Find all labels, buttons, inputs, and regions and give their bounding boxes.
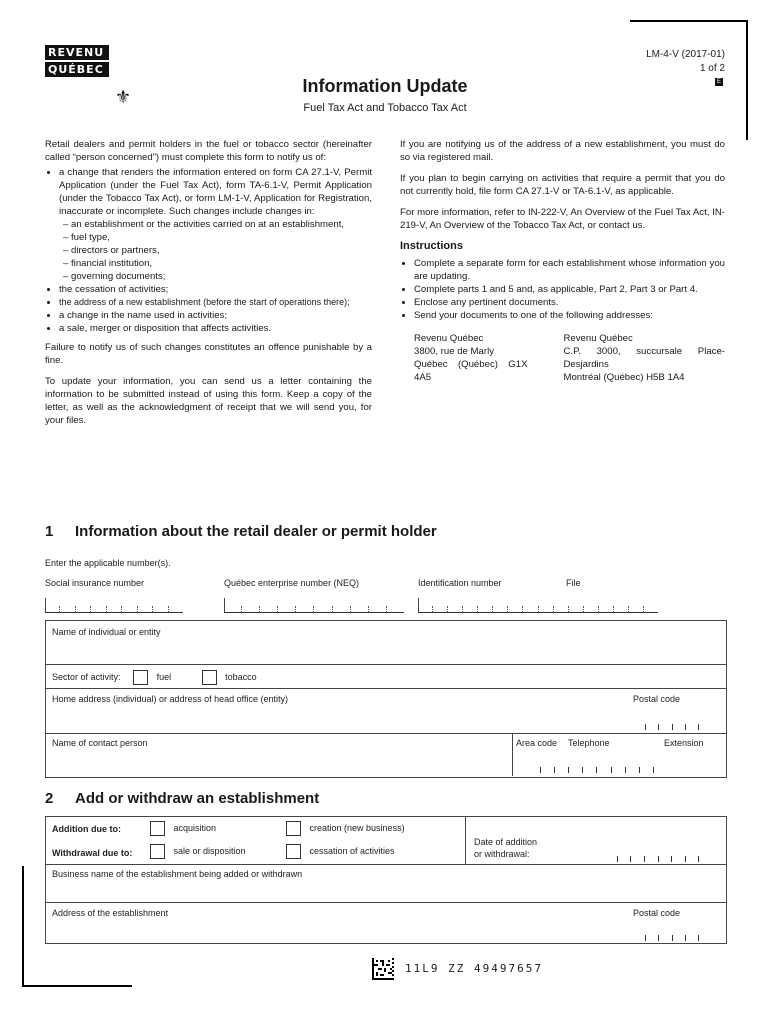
intro-bullet: • a change in the name used in activities; (59, 309, 372, 322)
intro-right-column (400, 138, 725, 384)
section2-title: 2 Add or withdraw an establishment (45, 790, 320, 807)
crop-mark (22, 866, 24, 987)
instruction-item: • Enclose any pertinent documents. (414, 296, 725, 309)
intro-bullet: • the address of a new establishment (before the start of operations there); (59, 296, 372, 309)
identification-field[interactable] (418, 598, 658, 613)
intro-paragraph: Retail dealers and permit holders in the fuel or tobacco sector (hereinafter called “person concerned”) must complete this form to notify us of: (45, 139, 372, 163)
sale-checkbox[interactable] (150, 844, 165, 859)
intro-paragraph: Failure to notify us of such changes constitutes an offence punishable by a fine. (45, 342, 372, 366)
instruction-item: • Complete parts 1 and 5 and, as applicable, Part 2, Part 3 or Part 4. (414, 283, 725, 296)
intro-paragraph: For more information, refer to IN-222-V, An Overview of the Fuel Tax Act, IN-219-V, An Overview of the Tobacco Tax Act, or contact us. (400, 207, 725, 231)
fleur-de-lis-icon: ⚜ (115, 87, 132, 107)
page-subtitle: Fuel Tax Act and Tobacco Tax Act (303, 102, 467, 114)
acquisition-option: acquisition (150, 821, 216, 836)
logo-line2: QUÉBEC (45, 62, 109, 77)
establishment-address-label: Address of the establishment (52, 908, 169, 918)
sub-item: – fuel type, (75, 231, 372, 244)
form-code-text: LM-4-V (2017-01) (646, 49, 725, 60)
contact-label: Name of contact person (52, 738, 148, 748)
address-quebec: Revenu Québec 3800, rue de Marly Québec (Québec) G1X 4A5 (414, 333, 528, 383)
telephone-label: Telephone (568, 738, 610, 748)
date-label: Date of addition or withdrawal: (474, 837, 538, 859)
intro-bullet: • a sale, merger or disposition that affects activities. (59, 322, 372, 335)
area-code-label: Area code (516, 738, 558, 748)
acquisition-checkbox[interactable] (150, 821, 165, 836)
instructions-heading: Instructions (400, 240, 463, 252)
fuel-checkbox[interactable] (133, 670, 148, 685)
intro-bullet: • the cessation of activities; (59, 283, 372, 296)
instruction-item: • Complete a separate form for each establishment whose information you are updating. (414, 257, 725, 283)
instruction-item: • Send your documents to one of the following addresses: (414, 309, 725, 322)
home-address-label: Home address (individual) or address of head office (entity) (52, 694, 288, 704)
sector-row: Sector of activity: fuel tobacco (52, 670, 257, 685)
creation-checkbox[interactable] (286, 821, 301, 836)
revenu-quebec-logo (45, 45, 109, 79)
creation-option: creation (new business) (286, 821, 405, 836)
form-code (646, 48, 725, 76)
cessation-checkbox[interactable] (286, 844, 301, 859)
intro-paragraph: To update your information, you can send us a letter containing the information to be submitted instead of using this form. Keep a copy of the letter, as well as the acknowledgment of receipt that we will send you, for your files. (45, 376, 372, 426)
section1-title: 1 Information about the retail dealer or permit holder (45, 523, 437, 540)
crop-mark (630, 20, 748, 22)
name-label: Name of individual or entity (52, 627, 161, 637)
date-field[interactable] (604, 850, 712, 862)
withdrawal-label: Withdrawal due to: (52, 848, 133, 858)
sub-item: – an establishment or the activities carried on at an establishment, (75, 218, 372, 231)
neq-label: Québec enterprise number (NEQ) (224, 578, 360, 588)
telephone-field[interactable] (527, 762, 667, 773)
sub-item: – financial institution, (75, 257, 372, 270)
establishment-postal-field[interactable] (633, 930, 711, 941)
mailing-addresses (400, 332, 725, 384)
addition-label: Addition due to: (52, 824, 121, 834)
barcode-icon (372, 958, 394, 980)
identification-label: Identification number (418, 578, 502, 588)
neq-field[interactable] (224, 598, 404, 613)
postal-code-field[interactable] (633, 718, 711, 730)
extension-label: Extension (664, 738, 704, 748)
sub-item: – governing documents; (75, 270, 372, 283)
page-number: 1 of 2 (699, 63, 725, 74)
business-name-label: Business name of the establishment being added or withdrawn (52, 869, 303, 879)
sub-item: – directors or partners, (75, 244, 372, 257)
barcode-number: 11L9 ZZ 49497657 (405, 962, 543, 975)
page-title: Information Update (302, 76, 468, 96)
enter-numbers-label: Enter the applicable number(s). (45, 558, 171, 568)
address-montreal: Revenu Québec C.P. 3000, succursale Place-Desjardins Montréal (Québec) H5B 1A4 (563, 333, 725, 383)
language-badge: E (716, 79, 721, 85)
tobacco-checkbox[interactable] (202, 670, 217, 685)
intro-left-column (45, 138, 372, 435)
postal-code-label: Postal code (633, 908, 681, 918)
crop-mark (22, 985, 132, 987)
sin-field[interactable] (45, 598, 183, 613)
sin-label: Social insurance number (45, 578, 145, 588)
intro-paragraph: If you plan to begin carrying on activities that require a permit that you do not currently hold, file form CA 27.1-V or TA-6.1-V, as applicable. (400, 173, 725, 197)
cessation-option: cessation of activities (286, 844, 395, 859)
intro-paragraph: If you are notifying us of the address of a new establishment, you must do so via registered mail. (400, 139, 725, 163)
postal-code-label: Postal code (633, 694, 681, 704)
intro-bullet: • a change that renders the information entered on form CA 27.1-V, Permit Application (under the Fuel Tax Act), form TA-6.1-V, Permit Application (under the Tobacco Tax Act), or form LM-1-V, Application for Registration, inaccurate or incomplete. Such changes include changes in: – an establishment or the activities carried on at an establishment, – fuel type, – directors or partners, – financial institution, – governing documents; (59, 166, 372, 283)
file-label: File (566, 578, 581, 588)
logo-line1: REVENU (45, 45, 109, 60)
sale-option: sale or disposition (150, 844, 246, 859)
